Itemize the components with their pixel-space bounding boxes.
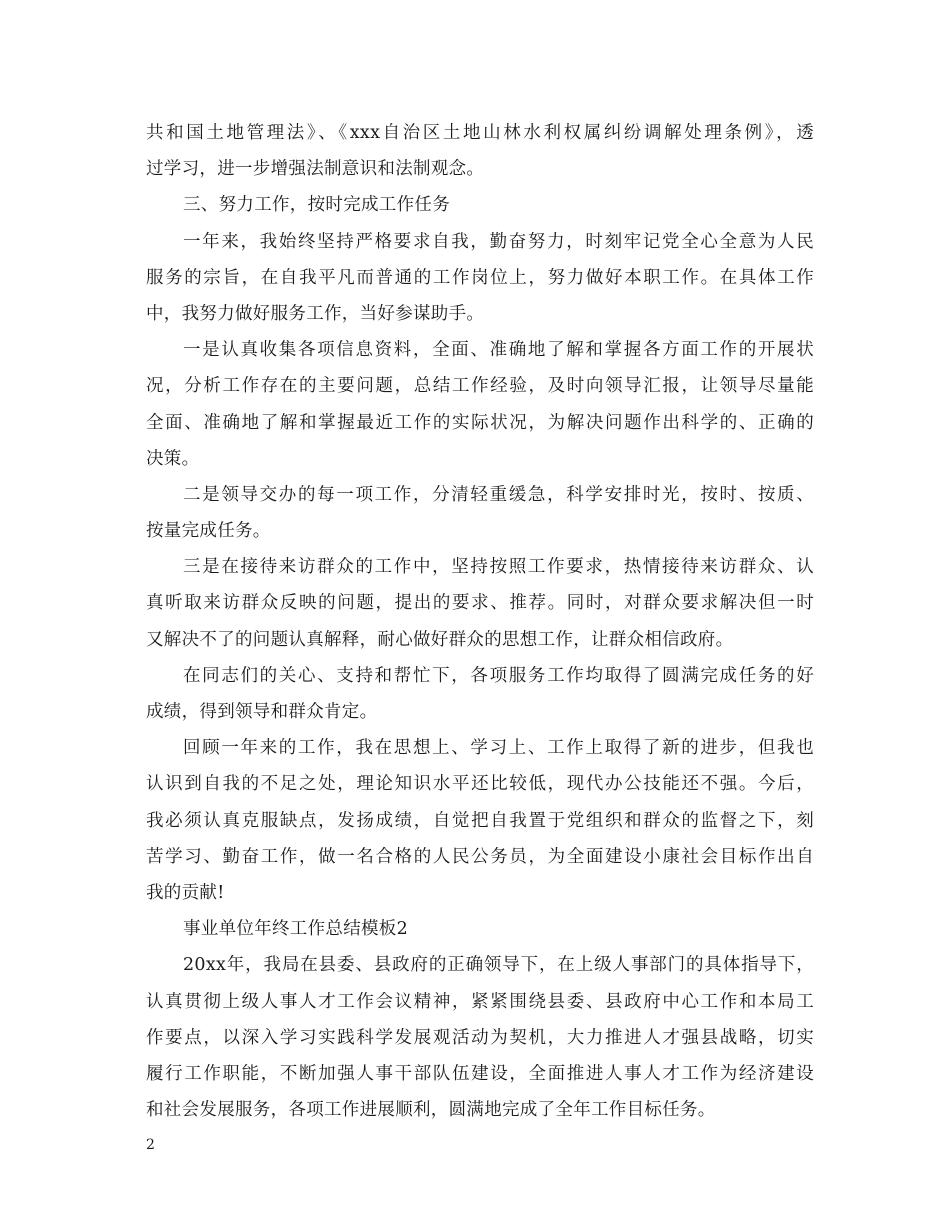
- text-line: 中，我努力做好服务工作，当好参谋助手。: [146, 303, 485, 324]
- body-text: [146, 115, 814, 1128]
- text-line: 和社会发展服务，各项工作进展顺利，圆满地完成了全年工作目标任务。: [146, 1100, 716, 1121]
- text-line: 在同志们的关心、支持和帮忙下，各项服务工作均取得了圆满完成任务的好: [183, 665, 814, 686]
- text-line: 成绩，得到领导和群众肯定。: [146, 702, 378, 722]
- text-line: 履行工作职能，不断加强人事干部队伍建设，全面推进人事人才工作为经济建设: [146, 1063, 814, 1084]
- text-line: 服务的宗旨，在自我平凡而普通的工作岗位上，努力做好本职工作。在具体工作: [146, 267, 814, 288]
- text-line: 作要点，以深入学习实践科学发展观活动为契机，大力推进人才强县战略，切实: [146, 1027, 814, 1048]
- text-line: 我的贡献!: [146, 882, 225, 903]
- text-line: 共和国土地管理法》、《xxx自治区土地山林水利权属纠纷调解处理条例》，透: [146, 123, 814, 143]
- text-line: 一年来，我始终坚持严格要求自我，勤奋努力，时刻牢记党全心全意为人民: [183, 231, 814, 252]
- text-line: 真听取来访群众反映的问题，提出的要求、推荐。同时，对群众要求解决但一时: [146, 593, 814, 614]
- text-line: 又解决不了的问题认真解释，耐心做好群众的思想工作，让群众相信政府。: [146, 629, 734, 650]
- text-line: 决策。: [146, 448, 200, 469]
- text-line: 认识到自我的不足之处，理论知识水平还比较低，现代办公技能还不强。今后，: [146, 774, 814, 795]
- text-line: 回顾一年来的工作，我在思想上、学习上、工作上取得了新的进步，但我也: [183, 738, 814, 759]
- text-line: 全面、准确地了解和掌握最近工作的实际状况，为解决问题作出科学的、正确的: [146, 412, 814, 433]
- text-line: 三是在接待来访群众的工作中，坚持按照工作要求，热情接待来访群众、认: [183, 557, 814, 578]
- text-line: 苦学习、勤奋工作，做一名合格的人民公务员，为全面建设小康社会目标作出自: [146, 846, 814, 867]
- page-number: 2: [146, 1137, 155, 1153]
- text-line: 况，分析工作存在的主要问题，总结工作经验，及时向领导汇报，让领导尽量能: [146, 376, 814, 397]
- text-line: 二是领导交办的每一项工作，分清轻重缓急，科学安排时光，按时、按质、: [183, 484, 814, 505]
- text-line: 事业单位年终工作总结模板2: [183, 919, 409, 940]
- text-line: 我必须认真克服缺点，发扬成绩，自觉把自我置于党组织和群众的监督之下，刻: [146, 810, 814, 831]
- text-line: 认真贯彻上级人事人才工作会议精神，紧紧围绕县委、县政府中心工作和本局工: [146, 991, 814, 1012]
- text-line: 按量完成任务。: [146, 521, 271, 542]
- text-line: 20xx年，我局在县委、县政府的正确领导下，在上级人事部门的具体指导下，: [183, 955, 814, 976]
- text-line: 三、努力工作，按时完成工作任务: [183, 195, 450, 216]
- text-line: 过学习，进一步增强法制意识和法制观念。: [146, 159, 485, 180]
- text-line: 一是认真收集各项信息资料，全面、准确地了解和掌握各方面工作的开展状: [183, 340, 814, 361]
